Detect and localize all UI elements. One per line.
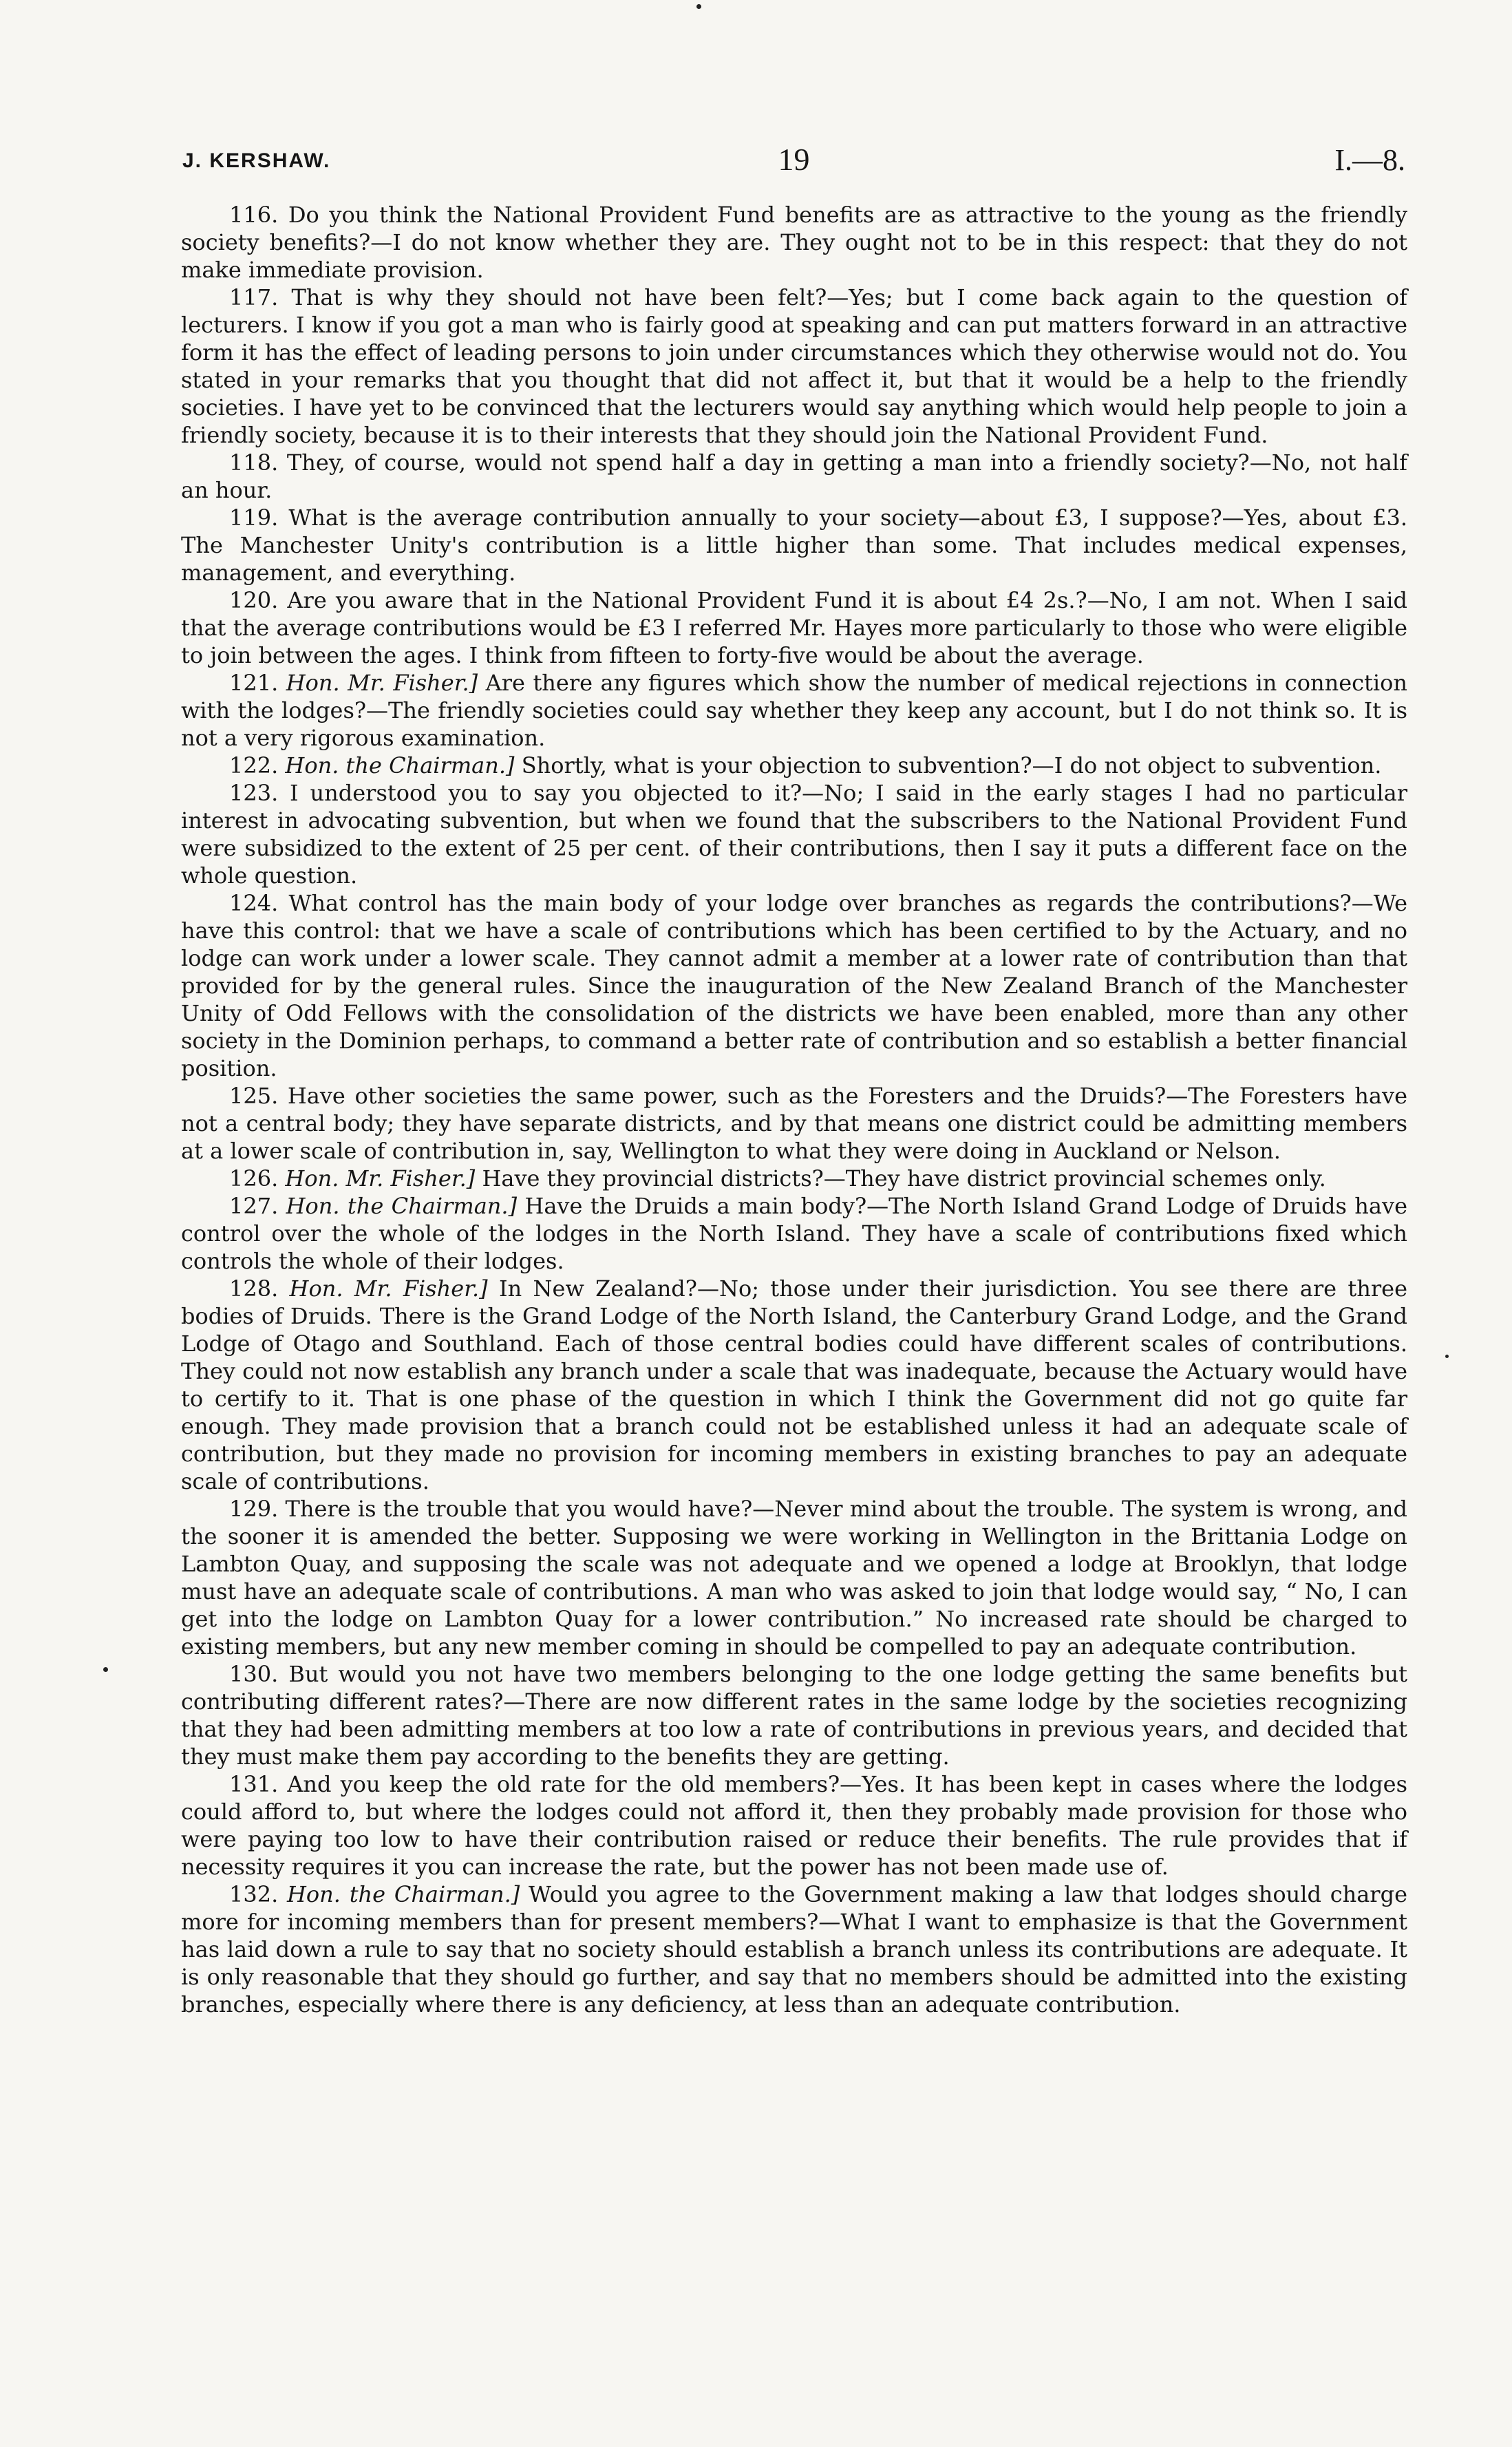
paragraph-130: 130. But would you not have two members belonging to the one lodge getting the same benefits but contributing different rates?—There are now different rates in the same lodge by the societies recognizing that they had been admitting members at too low a rate of contributions in previous years, and decided that they must make them pay according to the benefits they are getting.: [181, 1661, 1407, 1770]
margin-bullet-mark: [103, 1667, 108, 1672]
speaker: Hon. the Chairman.]: [285, 752, 515, 778]
paragraph-121: 121. Hon. Mr. Fisher.] Are there any figures which show the number of medical rejections in connection with the lodges?—The friendly societies could say whether they keep any account, but I do not think so. It is not a very rigorous examination.: [181, 670, 1408, 751]
paragraph-128: 128. Hon. Mr. Fisher.] In New Zealand?—No; those under their jurisdiction. You see there are three bodies of Druids. There is the Grand Lodge of the North Island, the Canterbury Grand Lodge, and the Grand Lodge of Otago and Southland. Each of those central bodies could have different scales of contributions. They could not now establish any branch under a scale that was inadequate, because the Actuary would have to certify to it. That is one phase of the question in which I think the Government did not go quite far enough. They made provision that a branch could not be established unless it had an adequate scale of contribution, but they made no provision for incoming members in existing branches to pay an adequate scale of contributions.: [181, 1275, 1407, 1494]
print-speck: [1445, 1355, 1449, 1358]
paragraph-119: 119. What is the average contribution annually to your society—about £3, I suppose?—Yes, about £3. The Manchester Unity's contribution is a little higher than some. That includes medical expenses, management, and everything.: [181, 505, 1407, 586]
paragraph-126: 126. Hon. Mr. Fisher.] Have they provincial districts?—They have district provincial schemes only.: [229, 1165, 1326, 1191]
paragraph-116: 116. Do you think the National Provident Fund benefits are as attractive to the young as the friendly society benefits?—I do not know whether they are. They ought not to be in this respect: that they do not make immediate provision.: [181, 202, 1407, 283]
paragraph-120: 120. Are you aware that in the National Provident Fund it is about £4 2s.?—No, I am not. When I said that the average contributions would be £3 I referred Mr. Hayes more particularly to those who were eligible to join between the ages. I think from fifteen to forty-five would be about the average.: [181, 587, 1407, 668]
page-number: 19: [778, 142, 810, 177]
print-speck: [696, 4, 701, 9]
paragraph-131: 131. And you keep the old rate for the old members?—Yes. It has been kept in cases where the lodges could afford to, but where the lodges could not afford it, then they probably made provision for those who were paying too low to have their contribution raised or reduce their benefits. The rule provides that if necessity requires it you can increase the rate, but the power has not been made use of.: [181, 1771, 1407, 1880]
paragraph-118: 118. They, of course, would not spend half a day in getting a man into a friendly society?—No, not half an hour.: [181, 449, 1407, 503]
paragraph-129: 129. There is the trouble that you would have?—Never mind about the trouble. The system is wrong, and the sooner it is amended the better. Supposing we were working in Wellington in the Brittania Lodge on Lambton Quay, and supposing the scale was not adequate and we opened a lodge at Brooklyn, that lodge must have an adequate scale of contributions. A man who was asked to join that lodge would say, “ No, I can get into the lodge on Lambton Quay for a lower contribution.” No increased rate should be charged to existing members, but any new member coming in should be compelled to pay an adequate contribution.: [181, 1496, 1407, 1660]
paragraph-132: 132. Hon. the Chairman.] Would you agree to the Government making a law that lodges should charge more for incoming members than for present members?—What I want to emphasize is that the Government has laid down a rule to say that no society should establish a branch unless its contributions are adequate. It is only reasonable that they should go further, and say that no members should be admitted into the existing branches, especially where there is any deficiency, at less than an adequate contribution.: [181, 1881, 1408, 2017]
paragraph-123: 123. I understood you to say you objected to it?—No; I said in the early stages I had no particular interest in advocating subvention, but when we found that the subscribers to the National Provident Fund were subsidized to the extent of 25 per cent. of their contributions, then I say it puts a different face on the whole question.: [181, 780, 1407, 889]
speaker: Hon. the Chairman.]: [287, 1881, 520, 1907]
speaker: Hon. Mr. Fisher.]: [289, 1275, 488, 1302]
witness-name: J. KERSHAW.: [182, 149, 331, 172]
speaker: Hon. Mr. Fisher.]: [285, 1165, 476, 1191]
paragraph-117: 117. That is why they should not have been felt?—Yes; but I come back again to the question of lecturers. I know if you got a man who is fairly good at speaking and can put matters forward in an attractive form it has the effect of leading persons to join under circumstances which they otherwise would not do. You stated in your remarks that you thought that did not affect it, but that it would be a help to the friendly societies. I have yet to be convinced that the lecturers would say anything which would help people to join a friendly society, because it is to their interests that they should join the National Provident Fund.: [181, 284, 1407, 448]
paragraph-125: 125. Have other societies the same power, such as the Foresters and the Druids?—The Foresters have not a central body; they have separate districts, and by that means one district could be admitting members at a lower scale of contribution in, say, Wellington to what they were doing in Auckland or Nelson.: [181, 1083, 1407, 1164]
speaker: Hon. Mr. Fisher.]: [286, 670, 478, 696]
evidence-text: [181, 201, 1407, 2018]
paper-code: I.—8.: [1334, 143, 1405, 177]
speaker: Hon. the Chairman.]: [286, 1193, 518, 1219]
page-header: [182, 141, 1405, 182]
paragraph-127: 127. Hon. the Chairman.] Have the Druids a main body?—The North Island Grand Lodge of Druids have control over the whole of the lodges in the North Island. They have a scale of contributions fixed which controls the whole of their lodges.: [181, 1193, 1408, 1274]
paragraph-124: 124. What control has the main body of your lodge over branches as regards the contributions?—We have this control: that we have a scale of contributions which has been certified to by the Actuary, and no lodge can work under a lower scale. They cannot admit a member at a lower rate of contribution than that provided for by the general rules. Since the inauguration of the New Zealand Branch of the Manchester Unity of Odd Fellows with the consolidation of the districts we have been enabled, more than any other society in the Dominion perhaps, to command a better rate of contribution and so establish a better financial position.: [181, 890, 1407, 1081]
paragraph-122: 122. Hon. the Chairman.] Shortly, what is your objection to subvention?—I do not object to subvention.: [229, 752, 1382, 778]
